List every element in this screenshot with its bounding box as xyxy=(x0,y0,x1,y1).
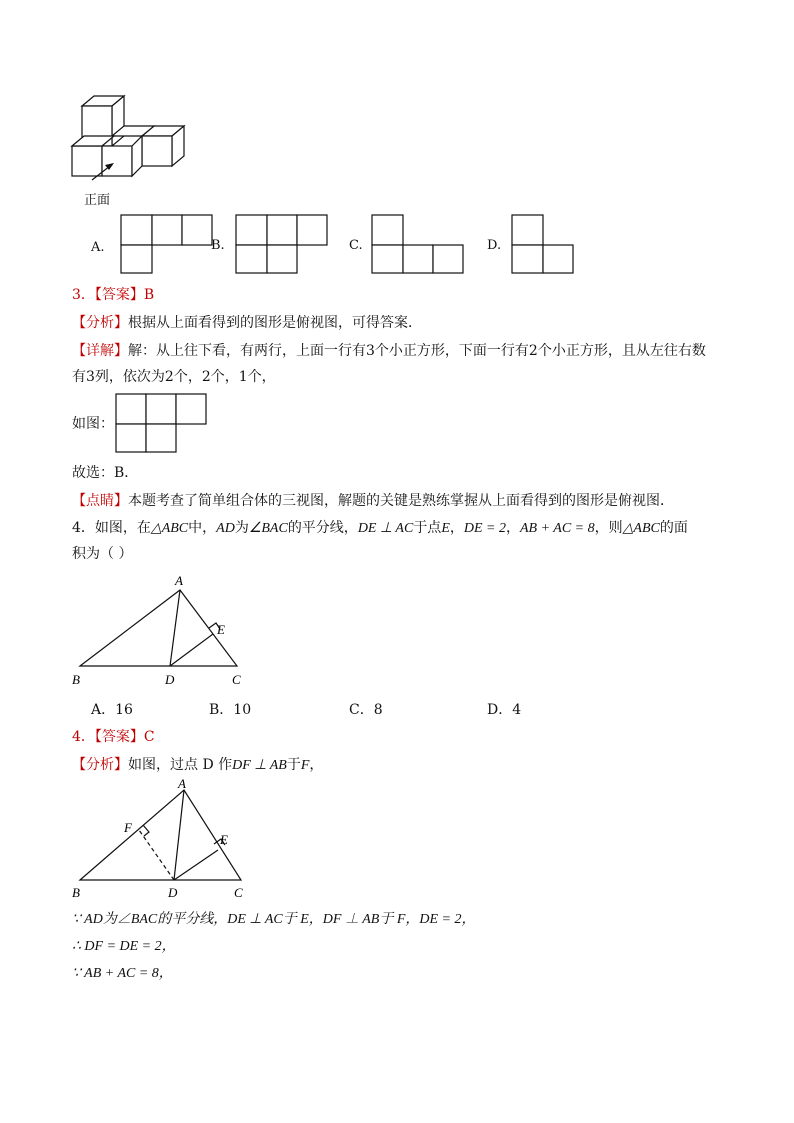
ans-label-f: F xyxy=(124,820,132,835)
answer4-step2: ∴ DF = DE = 2， xyxy=(72,939,176,954)
option-c-label: C. xyxy=(349,238,363,253)
q4-option-d[interactable]: D．4 xyxy=(487,702,522,718)
answer3-comment: 【点睛】本题考查了简单组合体的三视图，解题的关键是熟练掌握从上面看得到的图形是俯视图． xyxy=(72,493,674,509)
answer3-detail-line1: 【详解】解：从上往下看，有两行，上面一行有3个小正方形，下面一行有2个小正方形，且从左往右数 xyxy=(72,343,706,359)
ans-label-c: C xyxy=(234,885,243,900)
answer3-choose: 故选：B． xyxy=(72,465,139,481)
answer4-step1: ∵ AD为∠BAC的平分线，DE ⊥ AC于 E，DF ⊥ AB于 F，DE = 2， xyxy=(72,912,476,927)
ans-label-d: D xyxy=(168,885,178,900)
front-view-label: 正面 xyxy=(84,193,111,208)
ans-label-e: E xyxy=(220,832,228,847)
label-d: D xyxy=(165,672,175,687)
answer3-analysis: 【分析】根据从上面看得到的图形是俯视图，可得答案． xyxy=(72,315,422,331)
answer4-triangle-figure xyxy=(70,776,270,900)
ans-label-b: B xyxy=(72,885,80,900)
option-a-label: A. xyxy=(91,240,105,255)
option-a-shape xyxy=(119,213,219,275)
label-a: A xyxy=(175,573,183,588)
question4-triangle-figure xyxy=(70,570,270,690)
answer3-line: 3．【答案】B xyxy=(72,287,155,303)
option-d-label: D. xyxy=(487,238,502,253)
answer3-top-view xyxy=(114,392,210,454)
q4-option-c[interactable]: C．8 xyxy=(349,702,383,718)
q4-option-a[interactable]: A．16 xyxy=(91,702,133,718)
question4-line2: 积为（ ） xyxy=(72,546,133,562)
answer4-line: 4．【答案】C xyxy=(72,729,155,745)
answer4-step3: ∵ AB + AC = 8， xyxy=(72,966,173,981)
question4-line1: 4．如图，在△ABC中，AD为∠BAC的平分线，DE ⊥ AC于点E，DE = 2，AB + AC = 8，则△ABC的面 xyxy=(72,520,688,536)
answer3-detail-line2: 有3列，依次为2个，2个，1个， xyxy=(72,369,276,385)
label-c: C xyxy=(232,672,241,687)
ans-label-a: A xyxy=(178,776,186,791)
label-b: B xyxy=(72,672,80,687)
cube-solid-figure xyxy=(70,94,200,184)
label-e: E xyxy=(217,622,225,637)
q4-option-b[interactable]: B．10 xyxy=(209,702,252,718)
option-c-shape xyxy=(370,213,466,275)
option-b-shape xyxy=(234,213,330,275)
answer4-analysis: 【分析】如图，过点 D 作DF ⊥ AB于F， xyxy=(72,757,324,773)
option-d-shape xyxy=(510,213,576,275)
option-b-label: B. xyxy=(211,238,225,253)
answer3-as-figure: 如图： xyxy=(72,416,114,432)
